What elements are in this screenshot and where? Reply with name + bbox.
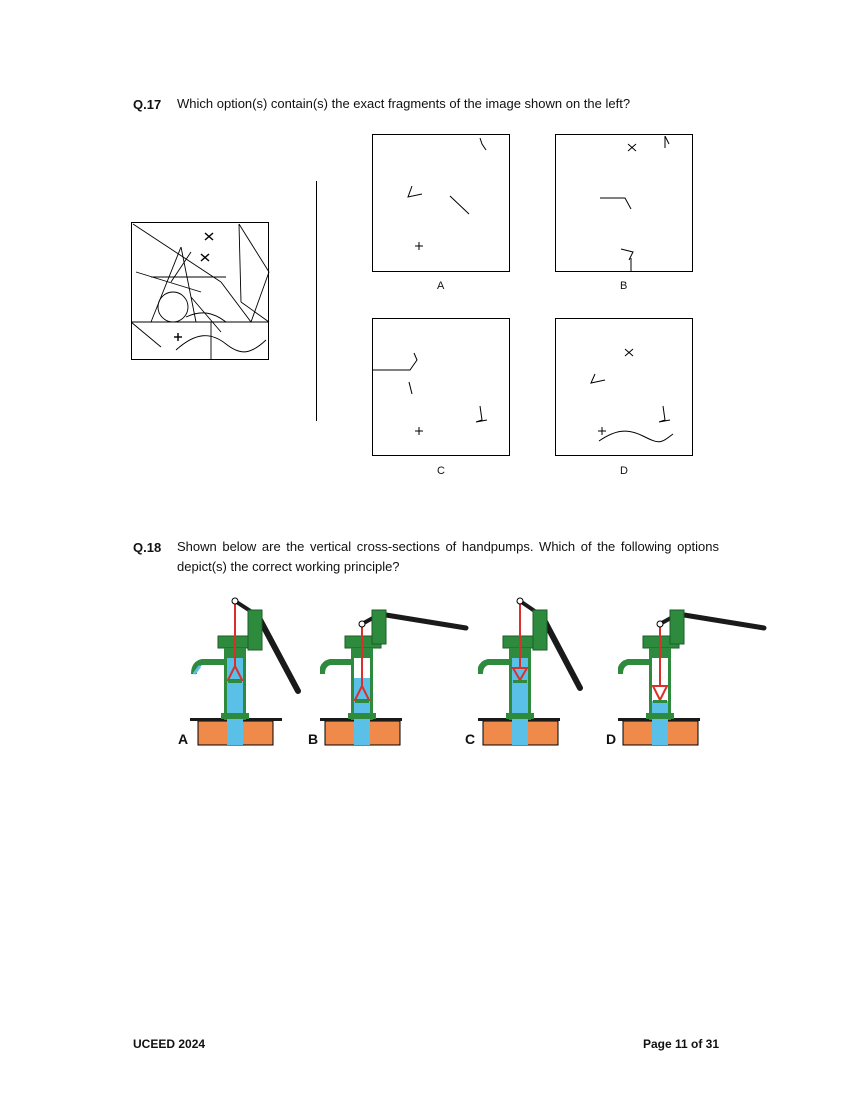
q18-pump-c-label: C (465, 731, 476, 747)
q18-pump-a-label: A (178, 731, 189, 747)
q17-divider (316, 181, 317, 421)
q18-pump-b-label: B (308, 731, 319, 747)
q17-option-b-image[interactable] (555, 134, 695, 274)
q18-pump-b-image[interactable] (320, 596, 470, 746)
footer-page-number: Page 11 of 31 (642, 1037, 719, 1051)
q18-text: Shown below are the vertical cross-sections of handpumps. Which of the following options depict(s) the correct working principle? (177, 539, 719, 574)
q17-source-image (131, 222, 271, 362)
q17-number: Q.17 (133, 97, 162, 112)
q17-option-d-image[interactable] (555, 318, 695, 458)
q17-option-b-label: B (620, 280, 628, 292)
q17-option-a-image[interactable] (372, 134, 512, 274)
q18-pump-d-image[interactable] (618, 596, 768, 746)
footer-exam-name: UCEED 2024 (133, 1037, 206, 1051)
q17-text: Which option(s) contain(s) the exact fragments of the image shown on the left? (177, 96, 631, 111)
q17-option-a-label: A (437, 280, 445, 292)
q18-pump-a-image[interactable] (190, 596, 310, 746)
q18-pump-d-label: D (606, 731, 617, 747)
q18-pump-c-image[interactable] (478, 596, 598, 746)
q17-option-c-image[interactable] (372, 318, 512, 458)
q17-option-d-label: D (620, 465, 628, 477)
q18-number: Q.18 (133, 540, 162, 555)
q17-option-c-label: C (437, 465, 445, 477)
